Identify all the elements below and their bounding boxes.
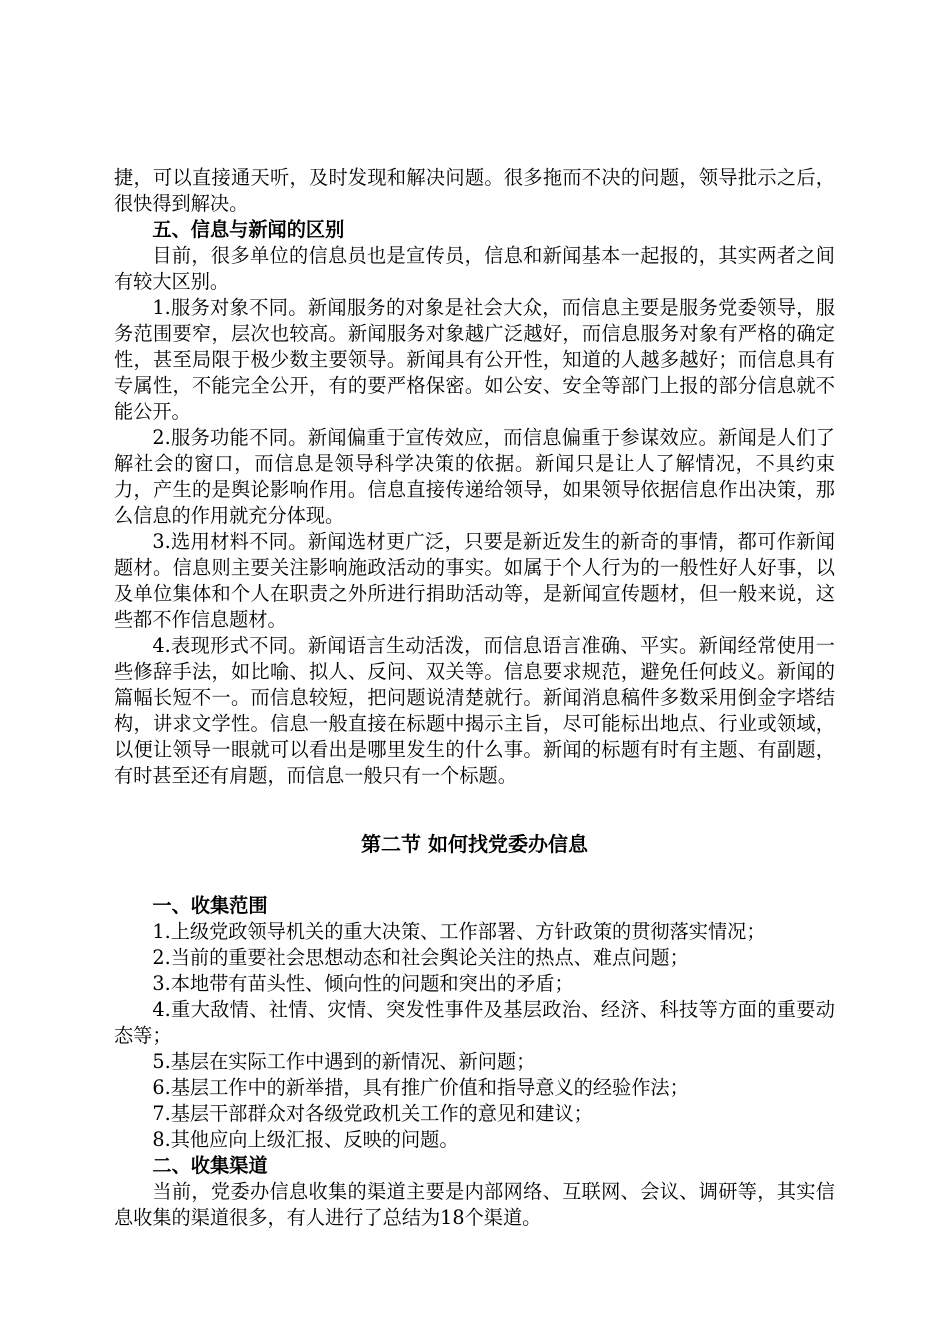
- continuation-paragraph: 捷，可以直接通天听，及时发现和解决问题。很多拖而不决的问题，领导批示之后，很快得到解决。: [114, 166, 835, 215]
- scope-item: 5.基层在实际工作中遇到的新情况、新问题；: [152, 1050, 536, 1073]
- point-paragraph: 4.表现形式不同。新闻语言生动活泼，而信息语言准确、平实。新闻经常使用一些修辞手法，如比喻、拟人、反问、双关等。信息要求规范，避免任何歧义。新闻的篇幅长短不一。而信息较短，把问题说清楚就行。新闻消息稿件多数采用倒金字塔结构，讲求文学性。信息一般直接在标题中揭示主旨，尽可能标出地点、行业或领域，以便让领导一眼就可以看出是哪里发生的什么事。新闻的标题有时有主题、有副题，有时甚至还有肩题，而信息一般只有一个标题。: [114, 634, 835, 787]
- heading-channels: 二、收集渠道: [152, 1154, 268, 1177]
- document-body: [114, 165, 835, 1231]
- heading-scope: 一、收集范围: [152, 894, 268, 917]
- section-title: 第二节 如何找党委办信息: [361, 832, 588, 856]
- channels-paragraph: 当前，党委办信息收集的渠道主要是内部网络、互联网、会议、调研等，其实信息收集的渠道很多，有人进行了总结为18个渠道。: [114, 1180, 835, 1229]
- scope-item: 3.本地带有苗头性、倾向性的问题和突出的矛盾；: [152, 972, 574, 995]
- point-paragraph: 2.服务功能不同。新闻偏重于宣传效应，而信息偏重于参谋效应。新闻是人们了解社会的窗口，而信息是领导科学决策的依据。新闻只是让人了解情况，不具约束力，产生的是舆论影响作用。信息直接传递给领导，如果领导依据信息作出决策，那么信息的作用就充分体现。: [114, 426, 835, 527]
- scope-item: 4.重大敌情、社情、灾情、突发性事件及基层政治、经济、科技等方面的重要动态等；: [114, 998, 835, 1047]
- point-paragraph: 1.服务对象不同。新闻服务的对象是社会大众，而信息主要是服务党委领导，服务范围要窄，层次也较高。新闻服务对象越广泛越好，而信息服务对象有严格的确定性，甚至局限于极少数主要领导。新闻具有公开性，知道的人越多越好；而信息具有专属性，不能完全公开，有的要严格保密。如公安、安全等部门上报的部分信息就不能公开。: [114, 296, 835, 423]
- scope-item: 1.上级党政领导机关的重大决策、工作部署、方针政策的贯彻落实情况；: [152, 920, 766, 943]
- point-paragraph: 3.选用材料不同。新闻选材更广泛，只要是新近发生的新奇的事情，都可作新闻题材。信息则主要关注影响施政活动的事实。如属于个人行为的一般性好人好事，以及单位集体和个人在职责之外所进行捐助活动等，是新闻宣传题材，但一般来说，这些都不作信息题材。: [114, 530, 835, 631]
- scope-item: 2.当前的重要社会思想动态和社会舆论关注的热点、难点问题；: [152, 946, 689, 969]
- intro-paragraph: 目前，很多单位的信息员也是宣传员，信息和新闻基本一起报的，其实两者之间有较大区别。: [114, 244, 835, 293]
- scope-item: 8.其他应向上级汇报、反映的问题。: [152, 1128, 459, 1151]
- scope-item: 7.基层干部群众对各级党政机关工作的意见和建议；: [152, 1102, 593, 1125]
- heading-news-vs-info: 五、信息与新闻的区别: [152, 218, 345, 241]
- scope-item: 6.基层工作中的新举措，具有推广价值和指导意义的经验作法；: [152, 1076, 689, 1099]
